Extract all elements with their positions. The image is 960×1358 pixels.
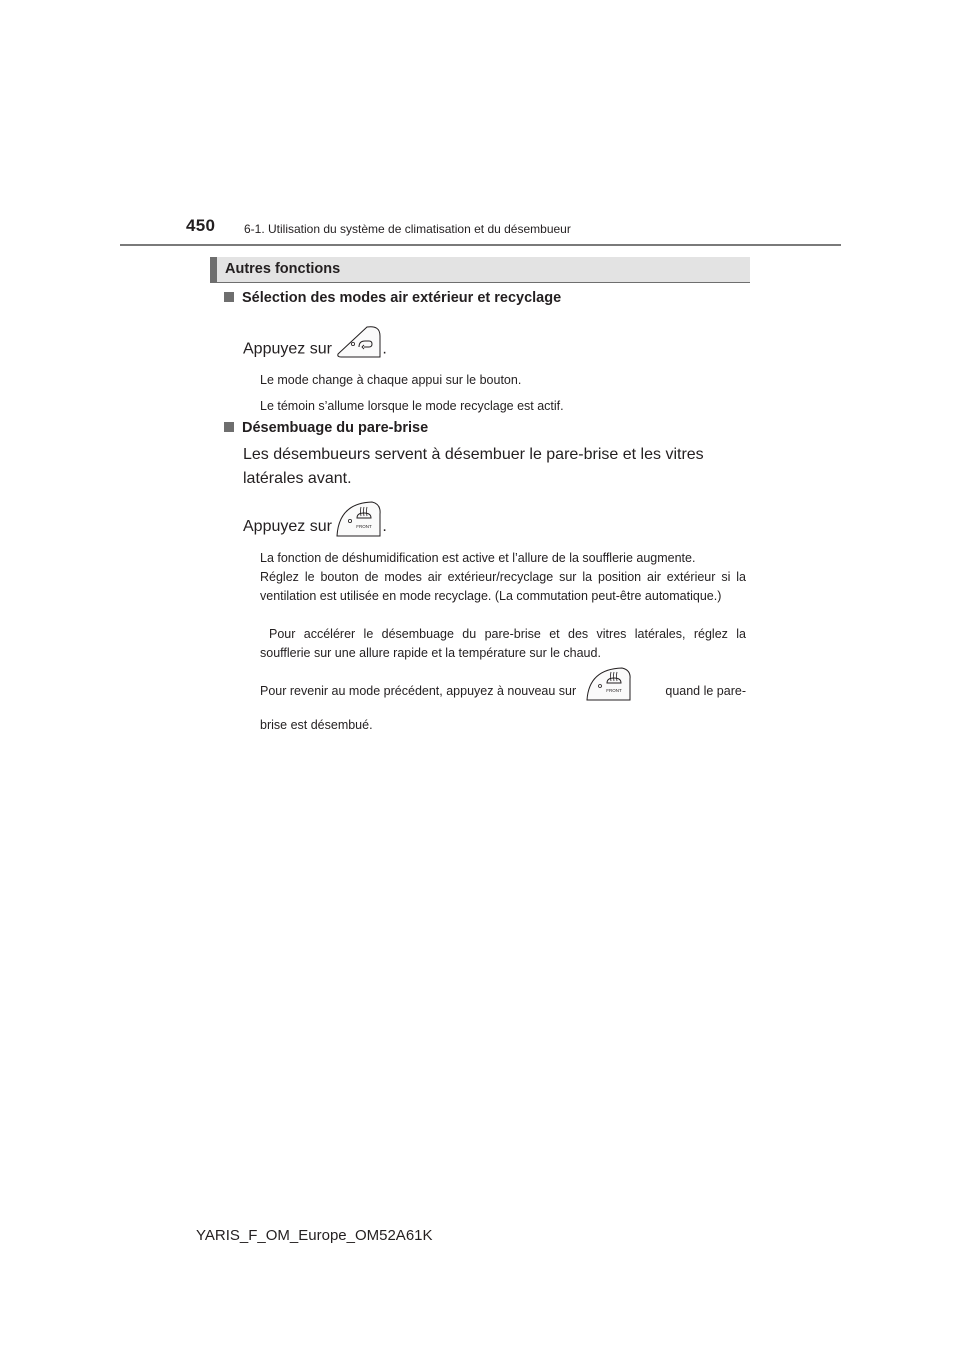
- subsection-heading-air-mode: [224, 290, 561, 306]
- chapter-title: 6-1. Utilisation du système de climatisation et du désembueur: [244, 222, 571, 236]
- bullet-square-icon: [224, 292, 234, 302]
- note-faster-defrost: Pour accélérer le désembuage du pare-brise et des vitres latérales, réglez la soufflerie sur une allure rapide et la température sur le chaud.: [260, 627, 746, 660]
- defroster-description: Les désembueurs servent à désembuer le pare-brise et les vitres latérales avant.: [243, 446, 704, 487]
- press-prefix: Appuyez sur: [243, 518, 332, 536]
- front-defroster-button-icon: [586, 666, 632, 717]
- note-dehumidification: La fonction de déshumidification est active et l’allure de la soufflerie augmente.: [260, 551, 696, 565]
- note-return-end: brise est désembué.: [260, 718, 373, 732]
- section-heading-bar: [210, 257, 750, 283]
- section-title: Autres fonctions: [225, 261, 341, 277]
- subsection-heading-text: Sélection des modes air extérieur et recyclage: [242, 290, 562, 306]
- document-code: YARIS_F_OM_Europe_OM52A61K: [196, 1227, 433, 1244]
- return-prefix: Pour revenir au mode précédent, appuyez à nouveau sur: [260, 684, 577, 698]
- section-bar-accent: [210, 257, 217, 282]
- return-suffix: quand le pare-: [665, 684, 746, 698]
- header-divider: [120, 244, 841, 246]
- front-label: FRONT: [606, 687, 622, 693]
- note-mode-change: Le mode change à chaque appui sur le bouton.: [260, 373, 522, 387]
- press-instruction-recirculation: [243, 324, 387, 362]
- bullet-square-icon: [224, 422, 234, 432]
- subsection-heading-text: Désembuage du pare-brise: [242, 420, 429, 436]
- subsection-heading-defrost: [224, 420, 428, 436]
- press-suffix: .: [382, 340, 387, 358]
- press-suffix: .: [382, 518, 387, 536]
- recirculation-button-icon: [336, 324, 382, 375]
- page-number: 450: [186, 216, 216, 235]
- press-prefix: Appuyez sur: [243, 340, 332, 358]
- front-label: FRONT: [356, 524, 373, 529]
- front-defroster-button-icon: [336, 500, 382, 554]
- note-return-previous-mode: [260, 672, 746, 710]
- note-indicator: Le témoin s’allume lorsque le mode recyclage est actif.: [260, 399, 564, 413]
- note-recirculation-setting: Réglez le bouton de modes air extérieur/recyclage sur la position air extérieur si la ventilation est utilisée en mode recyclage. (La commutation peut-être automatique.): [260, 570, 746, 603]
- press-instruction-defroster: [243, 500, 387, 540]
